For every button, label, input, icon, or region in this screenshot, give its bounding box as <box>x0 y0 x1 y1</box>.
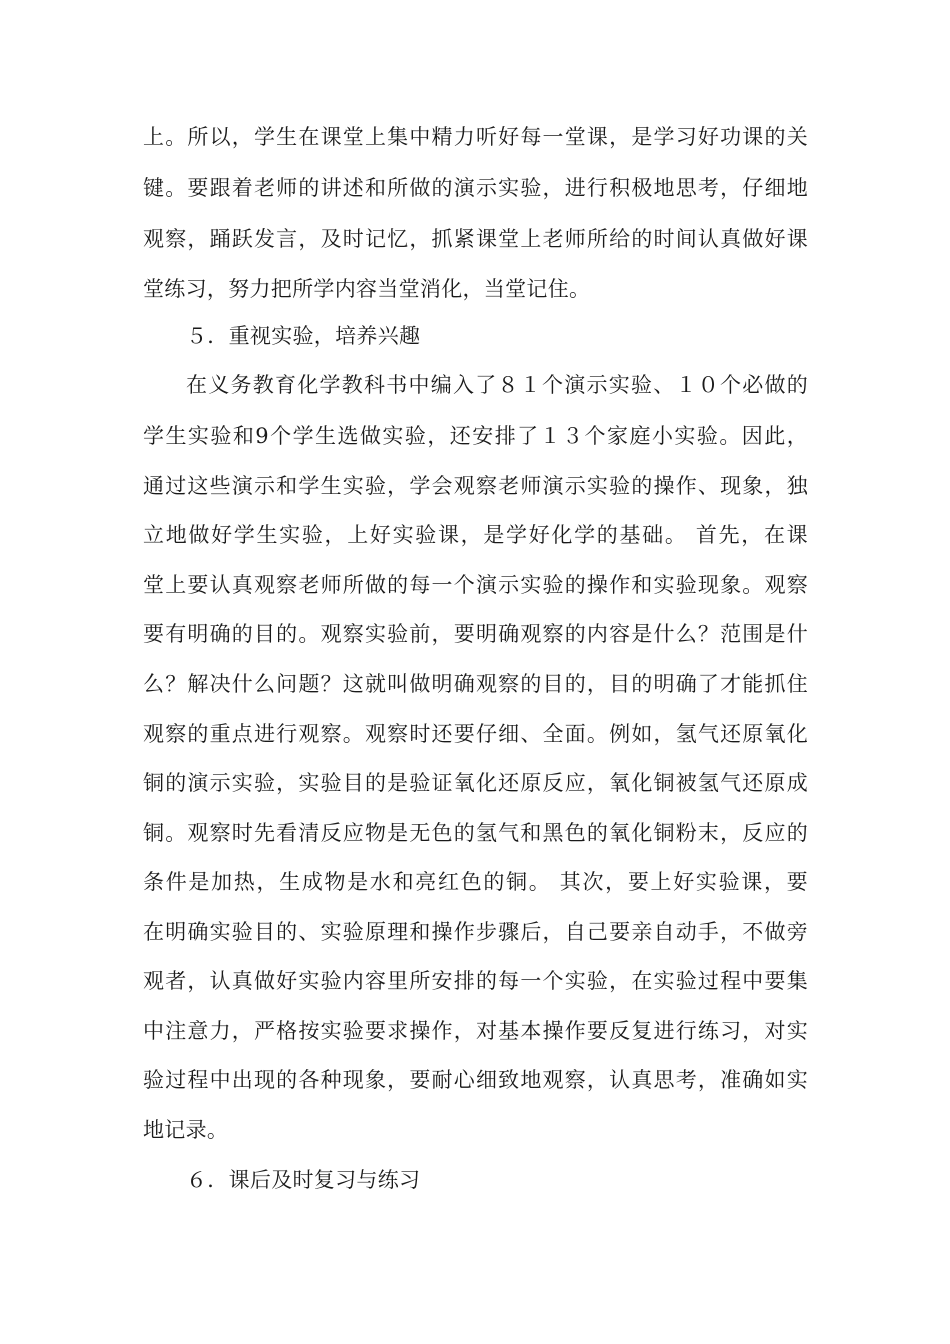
paragraph-line: 地记录。 <box>143 1118 229 1142</box>
paragraph-line: 验过程中出现的各种现象，要耐心细致地观察，认真思考，准确如实 <box>143 1068 808 1092</box>
paragraph-line: 观察，踊跃发言，及时记忆，抓紧课堂上老师所给的时间认真做好课 <box>143 227 808 251</box>
paragraph-line: 键。要跟着老师的讲述和所做的演示实验，进行积极地思考，仔细地 <box>143 176 808 200</box>
paragraph-line: 堂上要认真观察老师所做的每一个演示实验的操作和实验现象。观察 <box>143 573 808 597</box>
paragraph-line: 学生实验和9个学生选做实验，还安排了１３个家庭小实验。因此， <box>143 424 808 448</box>
paragraph-line: 上。所以，学生在课堂上集中精力听好每一堂课，是学习好功课的关 <box>143 125 808 149</box>
section-heading-5: ５．重视实验，培养兴趣 <box>186 324 421 348</box>
paragraph-line: 么？解决什么问题？这就叫做明确观察的目的，目的明确了才能抓住 <box>143 672 808 696</box>
paragraph-line: 铜。观察时先看清反应物是无色的氢气和黑色的氧化铜粉末，反应的 <box>143 821 808 845</box>
paragraph-line: 堂练习，努力把所学内容当堂消化，当堂记住。 <box>143 277 591 301</box>
paragraph-line: 在义务教育化学教科书中编入了８１个演示实验、１０个必做的 <box>186 373 808 397</box>
paragraph-line: 观者，认真做好实验内容里所安排的每一个实验，在实验过程中要集 <box>143 969 808 993</box>
paragraph-line: 铜的演示实验，实验目的是验证氧化还原反应，氧化铜被氢气还原成 <box>143 771 808 795</box>
paragraph-line: 通过这些演示和学生实验，学会观察老师演示实验的操作、现象，独 <box>143 474 808 498</box>
paragraph-line: 在明确实验目的、实验原理和操作步骤后，自己要亲自动手，不做旁 <box>143 920 808 944</box>
paragraph-line: 立地做好学生实验，上好实验课，是学好化学的基础。 首先，在课 <box>143 523 808 547</box>
paragraph-line: 观察的重点进行观察。观察时还要仔细、全面。例如，氢气还原氧化 <box>143 722 808 746</box>
section-heading-6: ６．课后及时复习与练习 <box>186 1168 421 1192</box>
paragraph-line: 中注意力，严格按实验要求操作，对基本操作要反复进行练习，对实 <box>143 1019 808 1043</box>
paragraph-line: 要有明确的目的。观察实验前，要明确观察的内容是什么？范围是什 <box>143 622 808 646</box>
paragraph-line: 条件是加热，生成物是水和亮红色的铜。 其次，要上好实验课，要 <box>143 870 808 894</box>
